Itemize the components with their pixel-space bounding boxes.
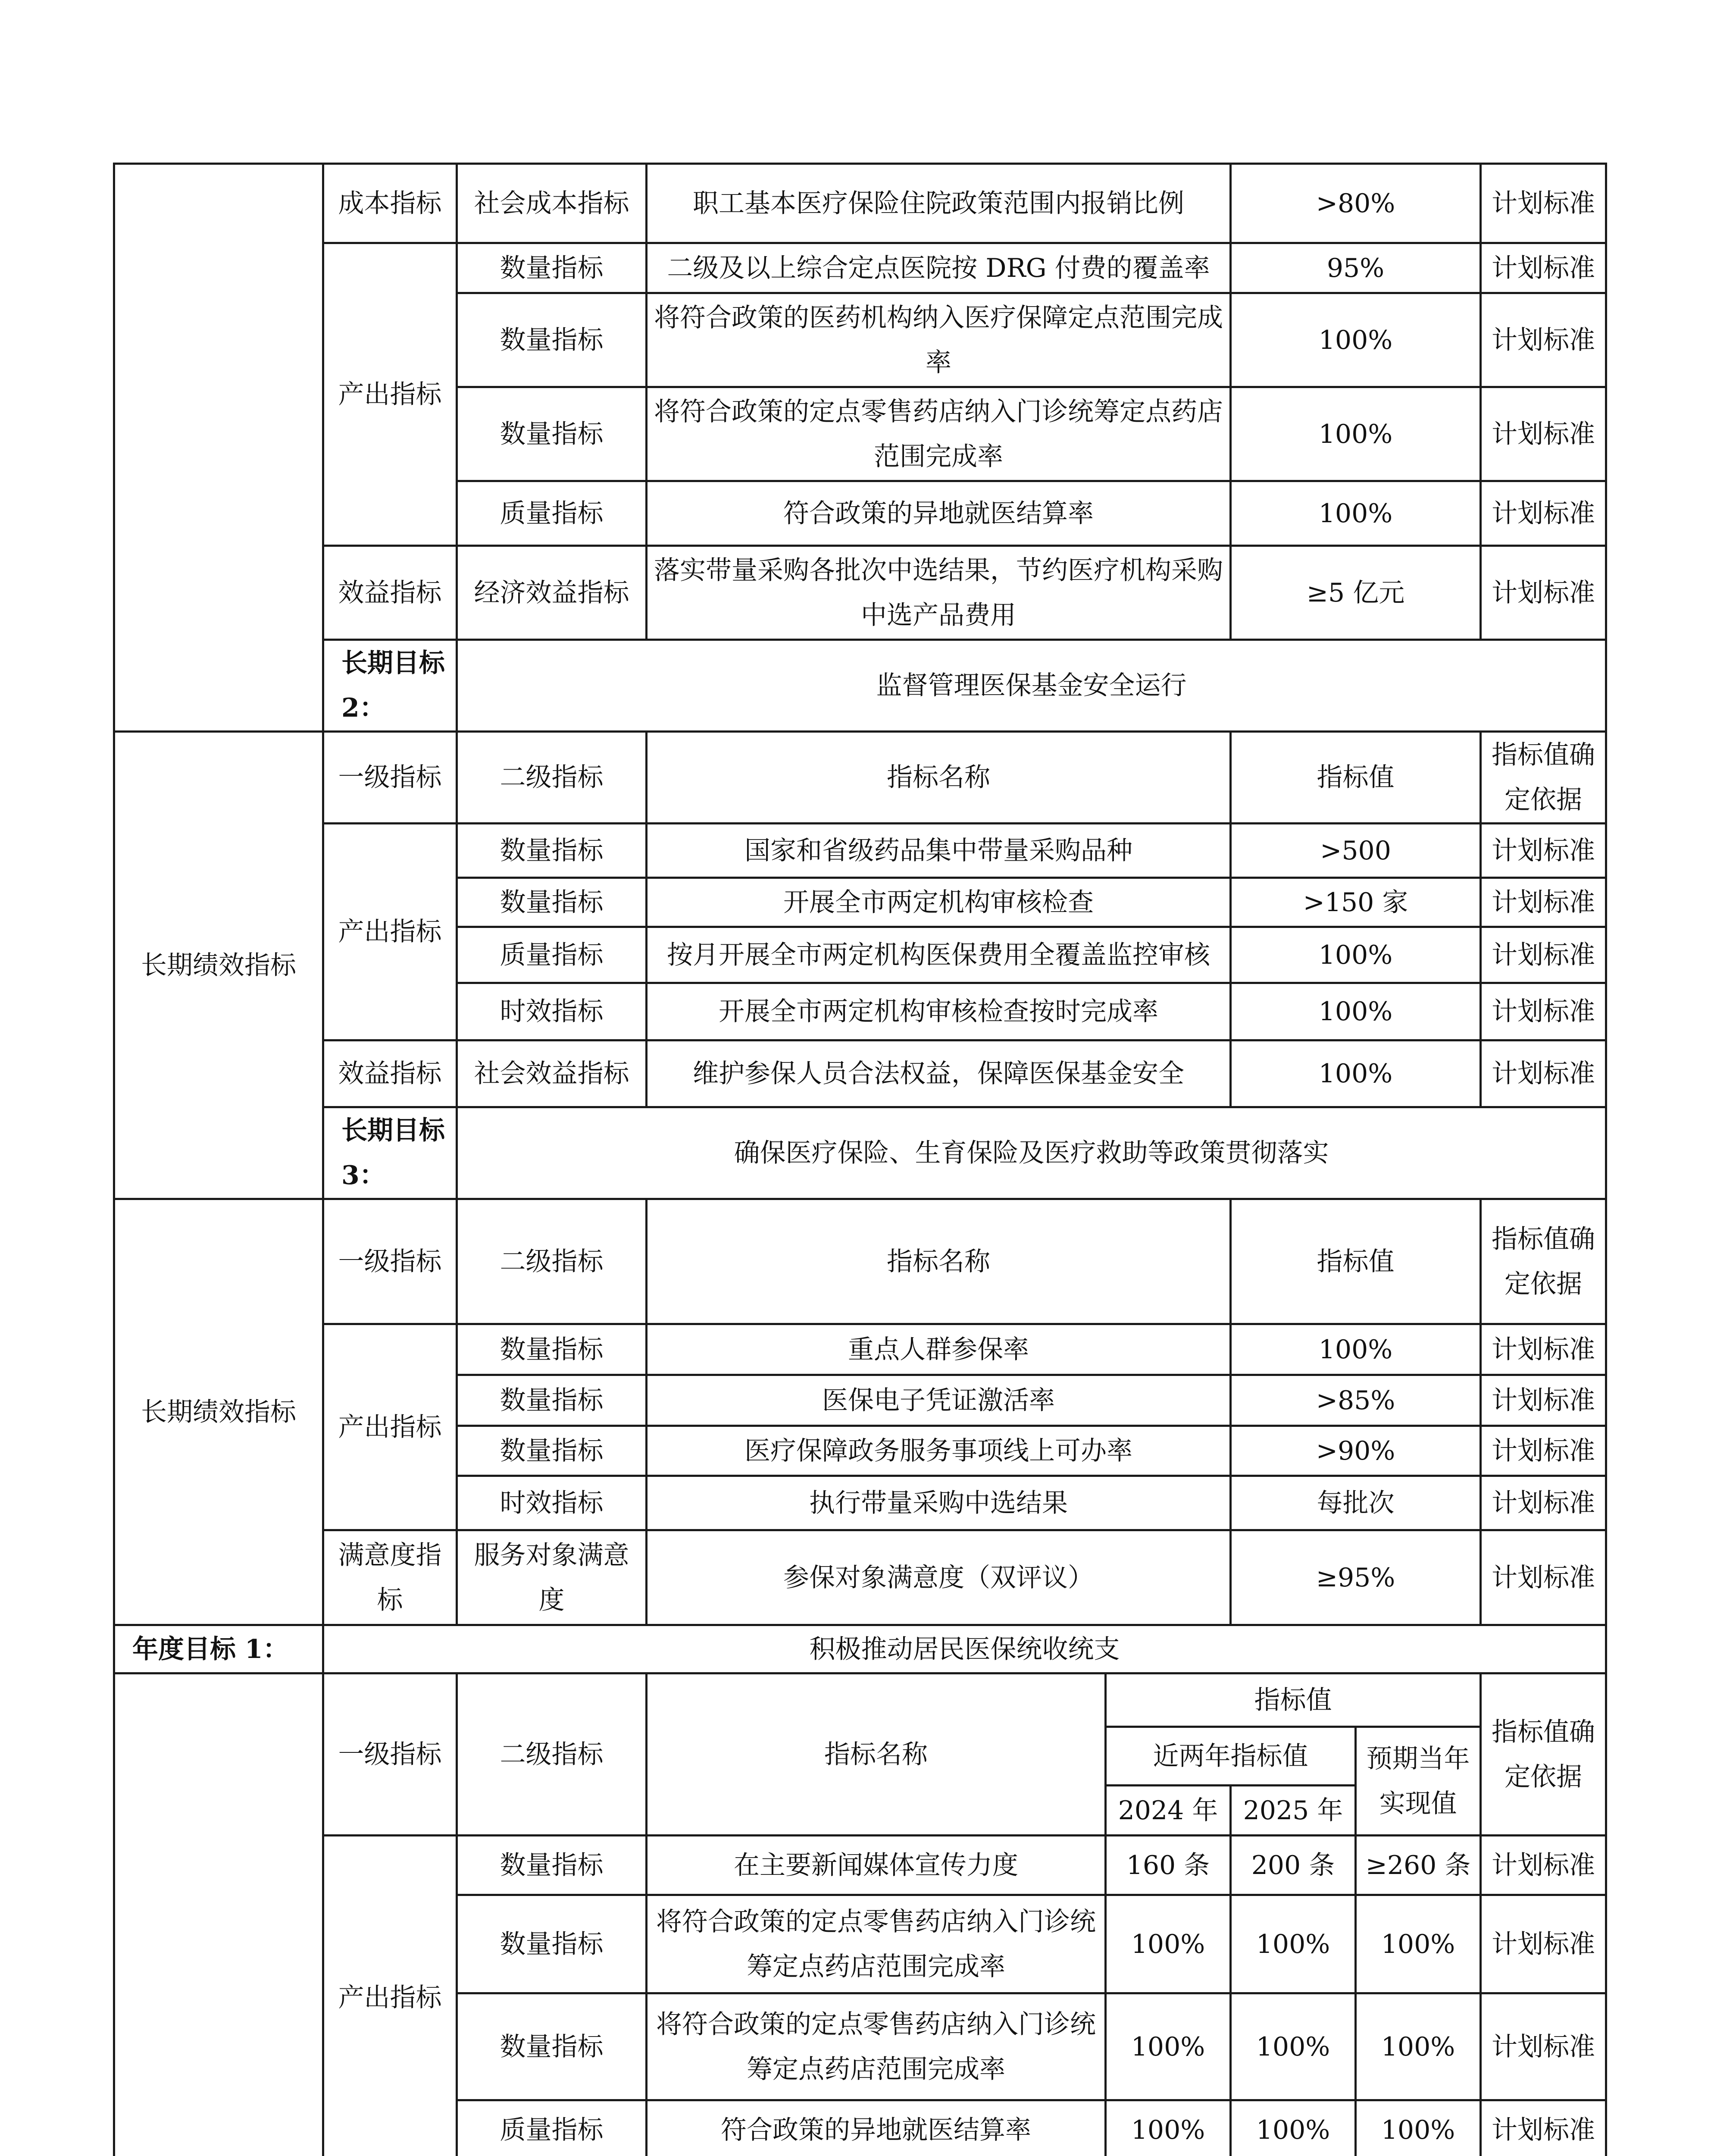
header-level1: 一级指标: [323, 1673, 457, 1836]
basis-cell: 计划标准: [1481, 1993, 1606, 2100]
level2-cell: 质量指标: [457, 927, 647, 983]
level1-cell: 产出指标: [323, 1836, 457, 2156]
level2-cell: 数量指标: [457, 293, 647, 387]
header-basis: 指标值确定依据: [1481, 1199, 1606, 1324]
value-2024-cell: 100%: [1106, 1993, 1231, 2100]
performance-indicator-table: [113, 163, 1607, 2156]
header-expected: 预期当年实现值: [1356, 1727, 1481, 1836]
level2-cell: 数量指标: [457, 1993, 647, 2100]
expected-value-cell: 100%: [1356, 1993, 1481, 2100]
expected-value-cell: 100%: [1356, 2100, 1481, 2156]
goal-header-row: [114, 1625, 1606, 1673]
indicator-value-cell: 每批次: [1231, 1476, 1481, 1530]
header-level2: 二级指标: [457, 1673, 647, 1836]
basis-cell: 计划标准: [1481, 1836, 1606, 1895]
level2-cell: 数量指标: [457, 1324, 647, 1375]
table-header-row: [114, 1199, 1606, 1324]
basis-cell: 计划标准: [1481, 1895, 1606, 1993]
goal-title: 积极推动居民医保统收统支: [323, 1625, 1606, 1673]
basis-cell: 计划标准: [1481, 1476, 1606, 1530]
indicator-value-cell: 100%: [1231, 387, 1481, 481]
level2-cell: 社会成本指标: [457, 164, 647, 243]
table-row: [114, 824, 1606, 878]
header-level1: 一级指标: [323, 732, 457, 824]
header-recent: 近两年指标值: [1106, 1727, 1356, 1786]
goal-header-row: [114, 1107, 1606, 1199]
indicator-name-cell: 符合政策的异地就医结算率: [647, 2100, 1106, 2156]
basis-cell: 计划标准: [1481, 927, 1606, 983]
indicator-name-cell: 医保电子凭证激活率: [647, 1375, 1231, 1426]
basis-cell: 计划标准: [1481, 243, 1606, 293]
indicator-value-cell: ≥5 亿元: [1231, 546, 1481, 640]
indicator-value-cell: ≥95%: [1231, 1530, 1481, 1625]
indicator-name-cell: 将符合政策的医药机构纳入医疗保障定点范围完成率: [647, 293, 1231, 387]
level2-cell: 质量指标: [457, 2100, 647, 2156]
indicator-name-cell: 落实带量采购各批次中选结果，节约医疗机构采购中选产品费用: [647, 546, 1231, 640]
value-2024-cell: 100%: [1106, 2100, 1231, 2156]
indicator-value-cell: 100%: [1231, 481, 1481, 546]
level2-cell: 数量指标: [457, 878, 647, 927]
goal-title: 确保医疗保险、生育保险及医疗救助等政策贯彻落实: [457, 1107, 1606, 1199]
header-year-2025: 2025 年: [1231, 1786, 1356, 1836]
indicator-name-cell: 参保对象满意度（双评议）: [647, 1530, 1231, 1625]
value-2025-cell: 200 条: [1231, 1836, 1356, 1895]
header-basis: 指标值确定依据: [1481, 1673, 1606, 1836]
basis-cell: 计划标准: [1481, 1375, 1606, 1426]
level2-cell: 数量指标: [457, 1895, 647, 1993]
level2-cell: 时效指标: [457, 983, 647, 1040]
level1-cell: 产出指标: [323, 824, 457, 1040]
level1-cell: 产出指标: [323, 1324, 457, 1530]
header-level2: 二级指标: [457, 1199, 647, 1324]
indicator-name-cell: 职工基本医疗保险住院政策范围内报销比例: [647, 164, 1231, 243]
indicator-name-cell: 按月开展全市两定机构医保费用全覆盖监控审核: [647, 927, 1231, 983]
indicator-name-cell: 将符合政策的定点零售药店纳入门诊统筹定点药店范围完成率: [647, 1993, 1106, 2100]
value-2025-cell: 100%: [1231, 1993, 1356, 2100]
goal-label: 长期目标 3：: [323, 1107, 457, 1199]
table-row: [114, 1324, 1606, 1375]
level2-cell: 时效指标: [457, 1476, 647, 1530]
level1-cell: 效益指标: [323, 1040, 457, 1107]
indicator-name-cell: 二级及以上综合定点医院按 DRG 付费的覆盖率: [647, 243, 1231, 293]
indicator-name-cell: 医疗保障政务服务事项线上可办率: [647, 1426, 1231, 1476]
table-header-row: [114, 732, 1606, 824]
indicator-value-cell: >150 家: [1231, 878, 1481, 927]
indicator-value-cell: >80%: [1231, 164, 1481, 243]
level2-cell: 数量指标: [457, 243, 647, 293]
level2-cell: 数量指标: [457, 1426, 647, 1476]
table-row: [114, 1040, 1606, 1107]
indicator-name-cell: 在主要新闻媒体宣传力度: [647, 1836, 1106, 1895]
indicator-value-cell: >90%: [1231, 1426, 1481, 1476]
level2-cell: 社会效益指标: [457, 1040, 647, 1107]
indicator-name-cell: 开展全市两定机构审核检查按时完成率: [647, 983, 1231, 1040]
header-level1: 一级指标: [323, 1199, 457, 1324]
basis-cell: 计划标准: [1481, 983, 1606, 1040]
basis-cell: 计划标准: [1481, 387, 1606, 481]
table-row: [114, 1530, 1606, 1625]
value-2025-cell: 100%: [1231, 2100, 1356, 2156]
indicator-value-cell: >85%: [1231, 1375, 1481, 1426]
header-name: 指标名称: [647, 1673, 1106, 1836]
table-row: [114, 243, 1606, 293]
section-label: 长期绩效指标: [114, 1199, 323, 1625]
header-name: 指标名称: [647, 1199, 1231, 1324]
goal-label: 长期目标 2：: [323, 640, 457, 732]
section-label: 长期绩效指标: [114, 732, 323, 1199]
header-value: 指标值: [1231, 1199, 1481, 1324]
indicator-name-cell: 执行带量采购中选结果: [647, 1476, 1231, 1530]
basis-cell: 计划标准: [1481, 1324, 1606, 1375]
header-value-group: 指标值: [1106, 1673, 1481, 1727]
basis-cell: 计划标准: [1481, 164, 1606, 243]
indicator-value-cell: 100%: [1231, 983, 1481, 1040]
table-row: [114, 164, 1606, 243]
basis-cell: 计划标准: [1481, 293, 1606, 387]
level2-cell: 数量指标: [457, 1375, 647, 1426]
level1-cell: 产出指标: [323, 243, 457, 546]
indicator-name-cell: 维护参保人员合法权益，保障医保基金安全: [647, 1040, 1231, 1107]
indicator-name-cell: 重点人群参保率: [647, 1324, 1231, 1375]
level1-cell: 成本指标: [323, 164, 457, 243]
basis-cell: 计划标准: [1481, 481, 1606, 546]
indicator-value-cell: 100%: [1231, 927, 1481, 983]
level2-cell: 服务对象满意度: [457, 1530, 647, 1625]
expected-value-cell: 100%: [1356, 1895, 1481, 1993]
table-header-row: [114, 1673, 1606, 1727]
table-row: [114, 1836, 1606, 1895]
level2-cell: 数量指标: [457, 1836, 647, 1895]
level2-cell: 质量指标: [457, 481, 647, 546]
indicator-value-cell: >500: [1231, 824, 1481, 878]
goal-label: 年度目标 1：: [114, 1625, 323, 1673]
value-2024-cell: 100%: [1106, 1895, 1231, 1993]
expected-value-cell: ≥260 条: [1356, 1836, 1481, 1895]
value-2024-cell: 160 条: [1106, 1836, 1231, 1895]
table-row: [114, 546, 1606, 640]
level1-cell: 效益指标: [323, 546, 457, 640]
indicator-value-cell: 100%: [1231, 1324, 1481, 1375]
basis-cell: 计划标准: [1481, 824, 1606, 878]
goal-header-row: [114, 640, 1606, 732]
indicator-value-cell: 100%: [1231, 293, 1481, 387]
basis-cell: 计划标准: [1481, 878, 1606, 927]
level2-cell: 数量指标: [457, 824, 647, 878]
goal-title: 监督管理医保基金安全运行: [457, 640, 1606, 732]
blank-label-cell: [114, 1673, 323, 2156]
basis-cell: 计划标准: [1481, 1040, 1606, 1107]
basis-cell: 计划标准: [1481, 546, 1606, 640]
indicator-value-cell: 95%: [1231, 243, 1481, 293]
indicator-name-cell: 符合政策的异地就医结算率: [647, 481, 1231, 546]
indicator-name-cell: 开展全市两定机构审核检查: [647, 878, 1231, 927]
level2-cell: 数量指标: [457, 387, 647, 481]
header-value: 指标值: [1231, 732, 1481, 824]
header-level2: 二级指标: [457, 732, 647, 824]
indicator-value-cell: 100%: [1231, 1040, 1481, 1107]
indicator-name-cell: 将符合政策的定点零售药店纳入门诊统筹定点药店范围完成率: [647, 387, 1231, 481]
header-name: 指标名称: [647, 732, 1231, 824]
level2-cell: 经济效益指标: [457, 546, 647, 640]
indicator-name-cell: 国家和省级药品集中带量采购品种: [647, 824, 1231, 878]
header-basis: 指标值确定依据: [1481, 732, 1606, 824]
basis-cell: 计划标准: [1481, 2100, 1606, 2156]
level1-cell: 满意度指标: [323, 1530, 457, 1625]
indicator-name-cell: 将符合政策的定点零售药店纳入门诊统筹定点药店范围完成率: [647, 1895, 1106, 1993]
blank-label-cell: [114, 164, 323, 732]
basis-cell: 计划标准: [1481, 1426, 1606, 1476]
value-2025-cell: 100%: [1231, 1895, 1356, 1993]
basis-cell: 计划标准: [1481, 1530, 1606, 1625]
header-year-2024: 2024 年: [1106, 1786, 1231, 1836]
